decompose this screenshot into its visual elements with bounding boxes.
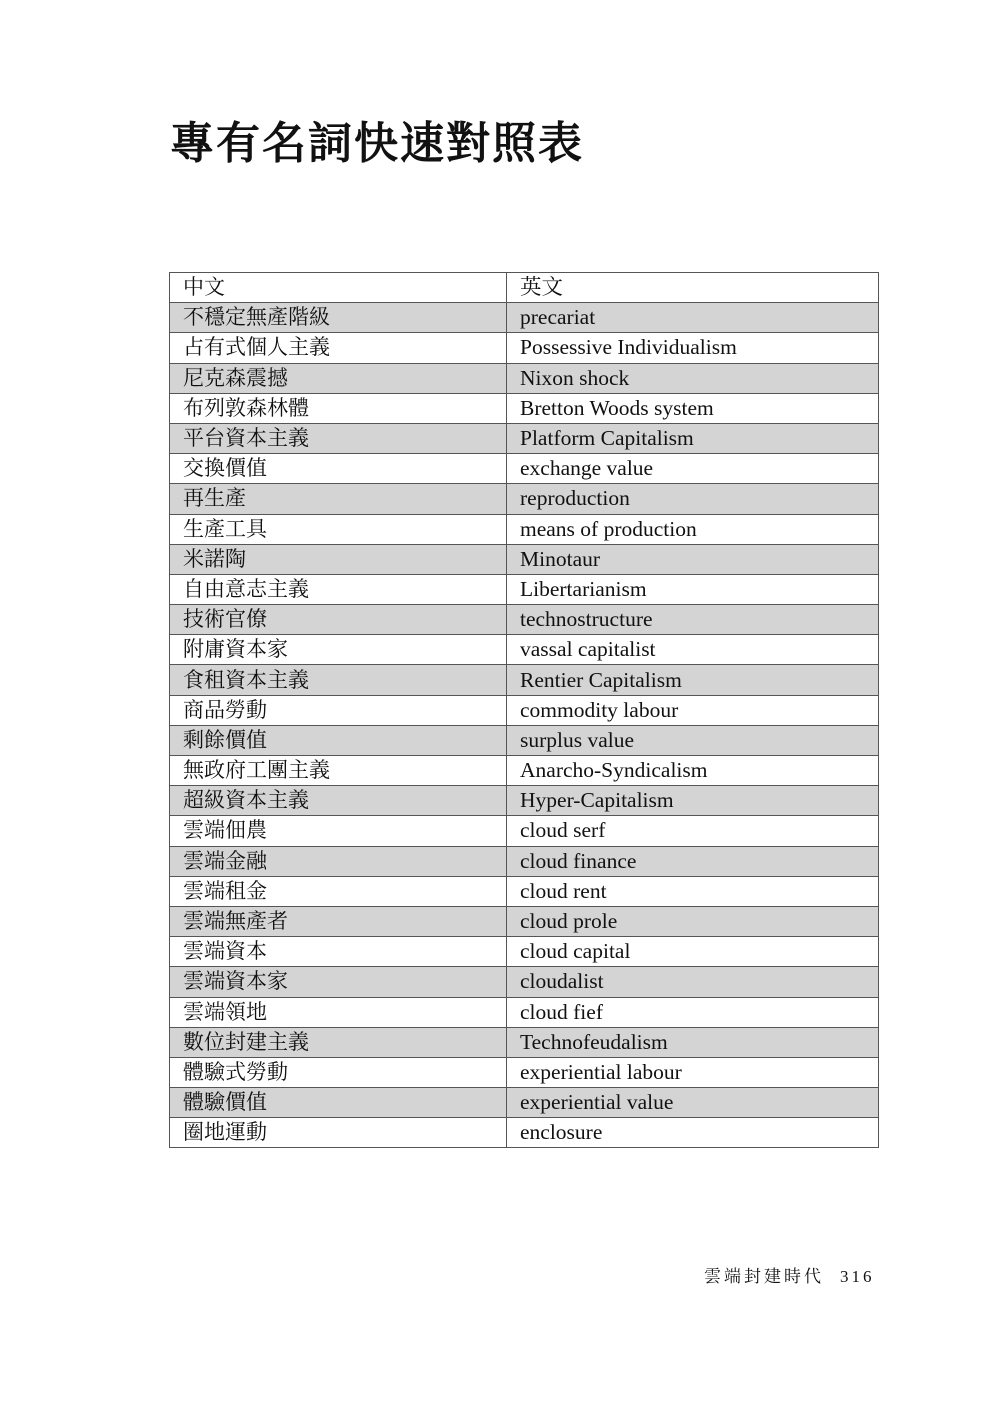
term-chinese: 雲端無產者 <box>170 906 507 936</box>
table-row <box>170 514 879 544</box>
term-english: surplus value <box>507 725 879 755</box>
column-header-english: 英文 <box>507 273 879 303</box>
term-chinese: 商品勞動 <box>170 695 507 725</box>
term-chinese: 尼克森震撼 <box>170 363 507 393</box>
table-row <box>170 303 879 333</box>
term-english: cloud fief <box>507 997 879 1027</box>
term-chinese: 附庸資本家 <box>170 635 507 665</box>
column-header-chinese: 中文 <box>170 273 507 303</box>
term-english: cloudalist <box>507 967 879 997</box>
table-row <box>170 695 879 725</box>
term-chinese: 生產工具 <box>170 514 507 544</box>
term-chinese: 技術官僚 <box>170 605 507 635</box>
table-row <box>170 846 879 876</box>
term-chinese: 無政府工團主義 <box>170 756 507 786</box>
table-row <box>170 937 879 967</box>
table-row <box>170 1118 879 1148</box>
term-chinese: 雲端資本 <box>170 937 507 967</box>
term-chinese: 雲端領地 <box>170 997 507 1027</box>
term-chinese: 雲端資本家 <box>170 967 507 997</box>
term-english: experiential value <box>507 1088 879 1118</box>
term-english: Bretton Woods system <box>507 393 879 423</box>
table-row <box>170 786 879 816</box>
term-chinese: 不穩定無產階級 <box>170 303 507 333</box>
term-chinese: 自由意志主義 <box>170 574 507 604</box>
term-chinese: 圈地運動 <box>170 1118 507 1148</box>
table-row <box>170 574 879 604</box>
table-row <box>170 906 879 936</box>
term-chinese: 雲端金融 <box>170 846 507 876</box>
term-english: cloud rent <box>507 876 879 906</box>
term-chinese: 體驗價值 <box>170 1088 507 1118</box>
term-english: enclosure <box>507 1118 879 1148</box>
table-row <box>170 1027 879 1057</box>
table-row <box>170 967 879 997</box>
term-english: cloud serf <box>507 816 879 846</box>
term-chinese: 占有式個人主義 <box>170 333 507 363</box>
term-english: experiential labour <box>507 1057 879 1087</box>
term-english: Minotaur <box>507 544 879 574</box>
term-english: Hyper-Capitalism <box>507 786 879 816</box>
term-english: Possessive Individualism <box>507 333 879 363</box>
term-chinese: 平台資本主義 <box>170 423 507 453</box>
term-english: Nixon shock <box>507 363 879 393</box>
term-chinese: 超級資本主義 <box>170 786 507 816</box>
term-english: Anarcho-Syndicalism <box>507 756 879 786</box>
term-chinese: 食租資本主義 <box>170 665 507 695</box>
term-english: Platform Capitalism <box>507 423 879 453</box>
glossary-body <box>170 303 879 1148</box>
table-row <box>170 1057 879 1087</box>
table-row <box>170 635 879 665</box>
term-english: means of production <box>507 514 879 544</box>
term-english: cloud capital <box>507 937 879 967</box>
table-row <box>170 876 879 906</box>
term-english: technostructure <box>507 605 879 635</box>
table-row <box>170 816 879 846</box>
term-english: Technofeudalism <box>507 1027 879 1057</box>
table-row <box>170 665 879 695</box>
table-row <box>170 756 879 786</box>
term-chinese: 再生產 <box>170 484 507 514</box>
table-header-row <box>170 273 879 303</box>
term-chinese: 米諾陶 <box>170 544 507 574</box>
footer-book-title: 雲端封建時代 <box>704 1267 824 1287</box>
page-number: 316 <box>840 1267 875 1286</box>
page-footer <box>704 1262 875 1287</box>
table-row <box>170 484 879 514</box>
term-english: cloud prole <box>507 906 879 936</box>
term-chinese: 布列敦森林體 <box>170 393 507 423</box>
page-title: 專有名詞快速對照表 <box>170 118 584 169</box>
table-row <box>170 544 879 574</box>
term-chinese: 數位封建主義 <box>170 1027 507 1057</box>
term-chinese: 交換價值 <box>170 454 507 484</box>
table-row <box>170 1088 879 1118</box>
term-english: commodity labour <box>507 695 879 725</box>
term-chinese: 體驗式勞動 <box>170 1057 507 1087</box>
table-row <box>170 454 879 484</box>
term-english: exchange value <box>507 454 879 484</box>
table-row <box>170 393 879 423</box>
term-english: cloud finance <box>507 846 879 876</box>
term-chinese: 剩餘價值 <box>170 725 507 755</box>
term-chinese: 雲端佃農 <box>170 816 507 846</box>
table-row <box>170 363 879 393</box>
term-chinese: 雲端租金 <box>170 876 507 906</box>
table-row <box>170 997 879 1027</box>
term-english: Rentier Capitalism <box>507 665 879 695</box>
term-english: precariat <box>507 303 879 333</box>
table-row <box>170 423 879 453</box>
table-row <box>170 333 879 363</box>
term-english: reproduction <box>507 484 879 514</box>
table-row <box>170 725 879 755</box>
table-row <box>170 605 879 635</box>
term-english: Libertarianism <box>507 574 879 604</box>
glossary-table <box>169 272 879 1148</box>
term-english: vassal capitalist <box>507 635 879 665</box>
